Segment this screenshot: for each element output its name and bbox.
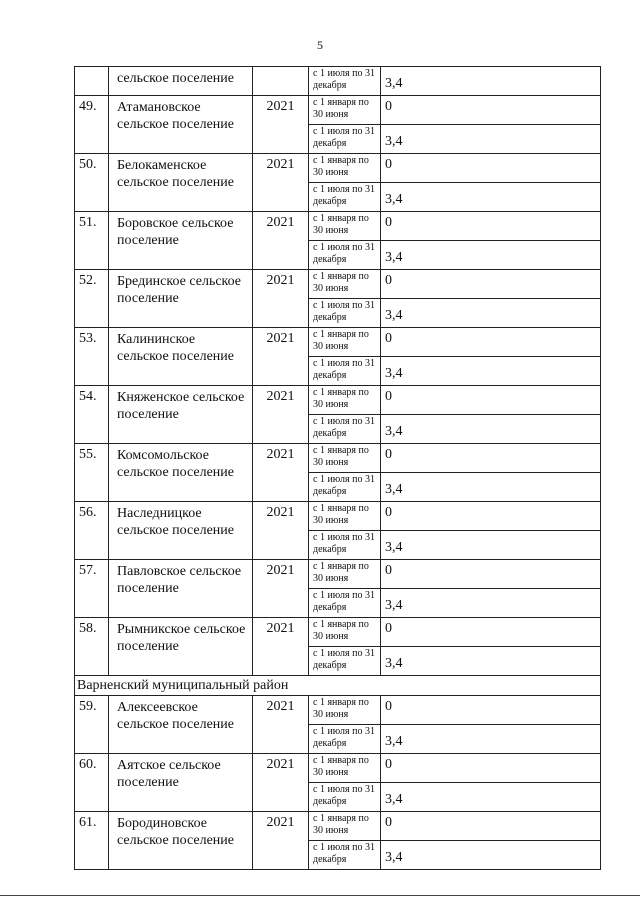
period-cell: с 1 июля по 31 декабря [309,589,381,618]
table-row [75,560,601,589]
period-cell: с 1 июля по 31 декабря [309,125,381,154]
rate-cell: 3,4 [381,299,601,328]
district-name: Варненский муниципальный район [75,676,601,696]
rate-cell: 0 [381,270,601,299]
rate-cell: 3,4 [381,125,601,154]
table-row [75,154,601,183]
settlement-name: сельское поселение [109,67,253,96]
rate-cell: 0 [381,754,601,783]
rate-cell: 3,4 [381,841,601,870]
row-number: 60. [75,754,109,812]
rate-cell: 0 [381,696,601,725]
settlement-name: Павловское сельское поселение [109,560,253,618]
rate-cell: 0 [381,212,601,241]
year-cell: 2021 [253,444,309,502]
footer-rule [0,895,640,896]
settlement-name: Княженское сельское поселение [109,386,253,444]
settlement-name: Рымникское сельское поселение [109,618,253,676]
settlement-name: Алексеевское сельское поселение [109,696,253,754]
rate-cell: 0 [381,96,601,125]
period-cell: с 1 января по 30 июня [309,212,381,241]
year-cell: 2021 [253,328,309,386]
year-cell: 2021 [253,696,309,754]
table-row [75,754,601,783]
district-row [75,676,601,696]
year-cell: 2021 [253,502,309,560]
settlement-name: Комсомольское сельское поселение [109,444,253,502]
rate-cell: 3,4 [381,531,601,560]
table-row [75,812,601,841]
table-row [75,270,601,299]
row-number: 54. [75,386,109,444]
period-cell: с 1 июля по 31 декабря [309,783,381,812]
period-cell: с 1 января по 30 июня [309,754,381,783]
row-number: 51. [75,212,109,270]
period-cell: с 1 июля по 31 декабря [309,841,381,870]
row-number: 53. [75,328,109,386]
table-row [75,618,601,647]
period-cell: с 1 июля по 31 декабря [309,183,381,212]
row-number: 55. [75,444,109,502]
row-number: 58. [75,618,109,676]
table-row [75,212,601,241]
table-row [75,328,601,357]
year-cell: 2021 [253,270,309,328]
period-cell: с 1 июля по 31 декабря [309,725,381,754]
period-cell: с 1 января по 30 июня [309,502,381,531]
rate-cell: 3,4 [381,357,601,386]
year-cell [253,67,309,96]
rate-cell: 3,4 [381,241,601,270]
period-cell: с 1 января по 30 июня [309,270,381,299]
row-number: 50. [75,154,109,212]
settlement-name: Бородиновское сельское поселение [109,812,253,870]
rate-cell: 0 [381,560,601,589]
year-cell: 2021 [253,212,309,270]
period-cell: с 1 января по 30 июня [309,386,381,415]
period-cell: с 1 июля по 31 декабря [309,647,381,676]
row-number: 52. [75,270,109,328]
year-cell: 2021 [253,618,309,676]
year-cell: 2021 [253,812,309,870]
year-cell: 2021 [253,386,309,444]
period-cell: с 1 января по 30 июня [309,328,381,357]
rate-cell: 0 [381,444,601,473]
table-row [75,96,601,125]
table-row [75,696,601,725]
row-number: 57. [75,560,109,618]
row-number: 61. [75,812,109,870]
period-cell: с 1 июля по 31 декабря [309,415,381,444]
settlement-name: Калининское сельское поселение [109,328,253,386]
row-number: 59. [75,696,109,754]
rate-cell: 0 [381,154,601,183]
table-row [75,502,601,531]
rate-cell: 0 [381,502,601,531]
table-row-continuation [75,67,601,96]
settlement-name: Аятское сельское поселение [109,754,253,812]
settlement-name: Боровское сельское поселение [109,212,253,270]
rate-cell: 3,4 [381,725,601,754]
rate-cell: 3,4 [381,473,601,502]
settlement-name: Брединское сельское поселение [109,270,253,328]
rate-cell: 3,4 [381,183,601,212]
tax-rate-table [74,66,601,870]
row-number [75,67,109,96]
period-cell: с 1 января по 30 июня [309,812,381,841]
year-cell: 2021 [253,560,309,618]
period-cell: с 1 июля по 31 декабря [309,357,381,386]
rate-cell: 0 [381,386,601,415]
period-cell: с 1 июля по 31 декабря [309,67,381,96]
period-cell: с 1 июля по 31 декабря [309,473,381,502]
row-number: 49. [75,96,109,154]
year-cell: 2021 [253,154,309,212]
settlement-name: Белокаменское сельское поселение [109,154,253,212]
period-cell: с 1 июля по 31 декабря [309,299,381,328]
period-cell: с 1 января по 30 июня [309,154,381,183]
settlement-name: Наследницкое сельское поселение [109,502,253,560]
table-row [75,444,601,473]
rate-cell: 3,4 [381,647,601,676]
rate-cell: 3,4 [381,415,601,444]
year-cell: 2021 [253,754,309,812]
rate-cell: 0 [381,328,601,357]
period-cell: с 1 января по 30 июня [309,696,381,725]
period-cell: с 1 июля по 31 декабря [309,531,381,560]
year-cell: 2021 [253,96,309,154]
table-row [75,386,601,415]
rate-cell: 0 [381,812,601,841]
settlement-name: Атамановское сельское поселение [109,96,253,154]
row-number: 56. [75,502,109,560]
rate-cell: 0 [381,618,601,647]
rate-cell: 3,4 [381,67,601,96]
rate-cell: 3,4 [381,783,601,812]
period-cell: с 1 января по 30 июня [309,560,381,589]
period-cell: с 1 января по 30 июня [309,618,381,647]
period-cell: с 1 января по 30 июня [309,444,381,473]
rate-cell: 3,4 [381,589,601,618]
page-number: 5 [317,38,323,52]
period-cell: с 1 июля по 31 декабря [309,241,381,270]
period-cell: с 1 января по 30 июня [309,96,381,125]
